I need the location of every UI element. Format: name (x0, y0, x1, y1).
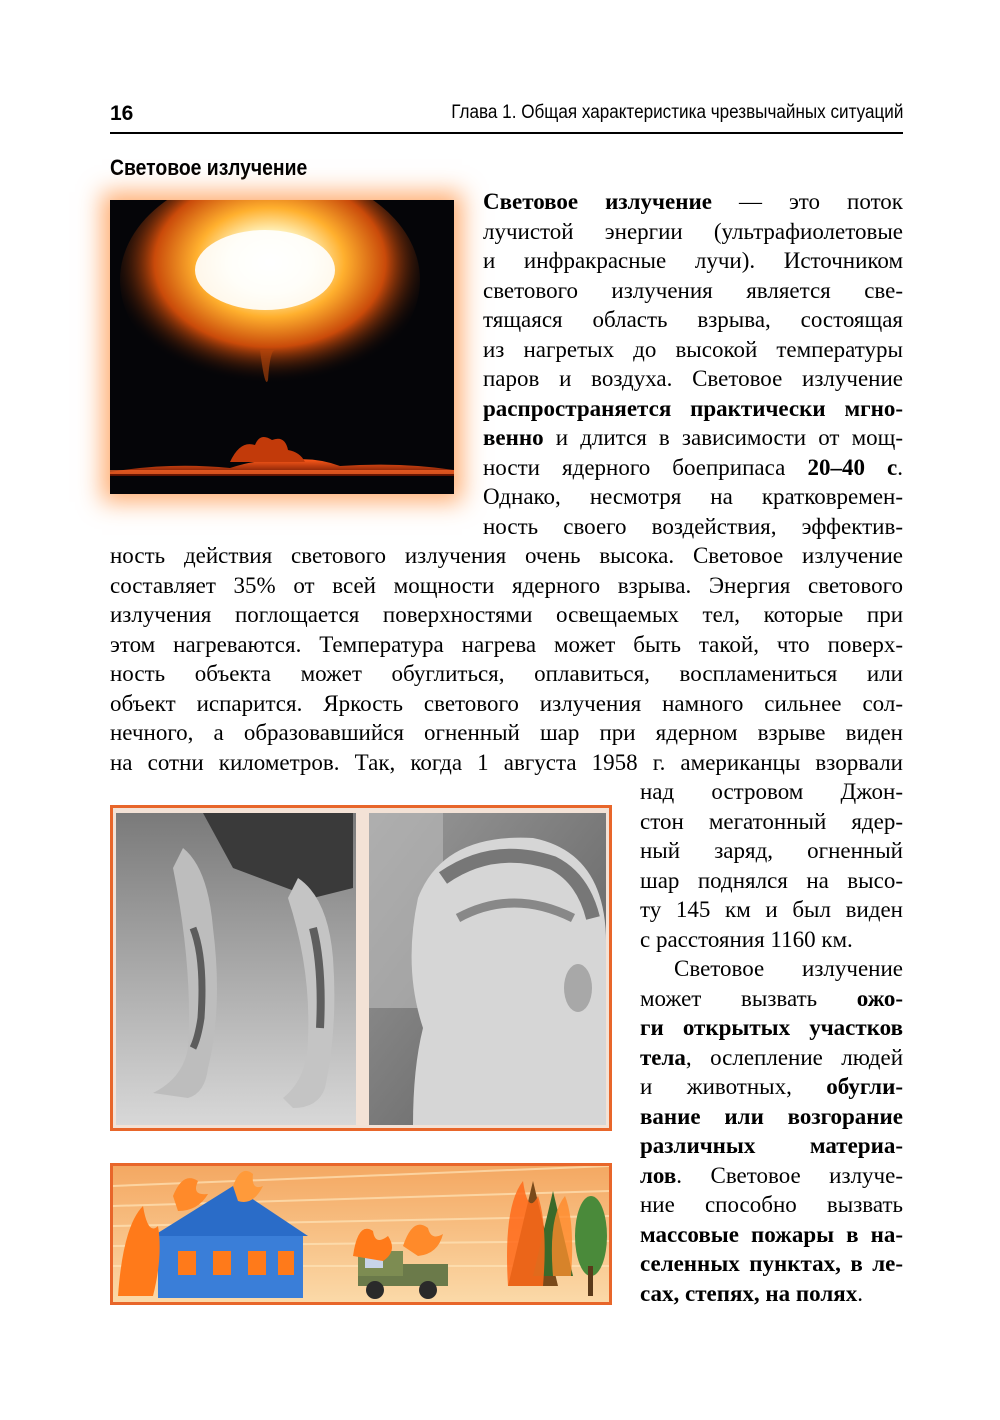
text-line: и животных, обугли- (640, 1074, 903, 1099)
page-header (110, 100, 903, 134)
nuclear-explosion-photo (110, 200, 454, 494)
text-line: ность объекта может обуглиться, оплавиться, воспламениться или (110, 661, 903, 686)
text-line: Световое излучение (674, 956, 903, 981)
text-line: светового излучения является све- (483, 277, 903, 303)
running-title: Глава 1. Общая характеристика чрезвычайных ситуаций (450, 102, 903, 123)
text-line: и инфракрасные лучи). Источником (483, 248, 903, 273)
text-line: ный заряд, огненный (640, 838, 903, 863)
text-line: составляет 35% от всей мощности ядерного взрыва. Энергия светового (110, 572, 903, 598)
text-line: тящаяся область взрыва, состоящая (483, 307, 903, 332)
text-line: Однако, несмотря на кратковремен- (483, 484, 903, 509)
text-line: венно и длится в зависимости от мощ- (483, 425, 903, 450)
text-line: стон мегатонный ядер- (640, 808, 903, 834)
text-line: массовые пожары в на- (640, 1221, 903, 1247)
text-line: ность действия светового излучения очень высока. Световое излучение (110, 543, 903, 568)
text-line: с расстояния 1160 км. (640, 926, 853, 952)
fire-illustration-frame (110, 1163, 612, 1305)
text-line: ги открытых участков (640, 1015, 903, 1040)
text-line: вание или возгорание (640, 1103, 903, 1129)
text-line: ность своего воздействия, эффектив- (483, 513, 903, 539)
text-line: из нагретых до высокой температуры (483, 336, 903, 362)
text-line: сах, степях, на полях. (640, 1280, 863, 1306)
section-title: Световое излучение (110, 155, 308, 180)
text-line: шар поднялся на высо- (640, 867, 903, 893)
text-line: лов. Световое излуче- (640, 1162, 903, 1188)
text-line: лучистой энергии (ультрафиолетовые (483, 218, 903, 244)
text-line: распространяется практически мгно- (483, 395, 903, 421)
text-line: различных материа- (640, 1133, 903, 1158)
text-line: этом нагреваются. Температура нагрева может быть такой, что поверх- (110, 631, 903, 657)
text-line: объект испарится. Яркость светового излучения намного сильнее сол- (110, 690, 903, 716)
burns-photo-frame (110, 805, 612, 1131)
text-line: селенных пунктах, в ле- (640, 1251, 903, 1276)
text-line: излучения поглощается поверхностями освещаемых тел, которые при (110, 602, 903, 627)
text-line: на сотни километров. Так, когда 1 августа 1958 г. американцы взорвали (110, 749, 903, 775)
head-burns-photo (369, 813, 606, 1125)
legs-burns-photo (116, 813, 356, 1125)
text-line: ту 145 км и был виден (640, 897, 903, 922)
text-line: ности ядерного боеприпаса 20–40 с. (483, 454, 903, 480)
text-line: над островом Джон- (640, 779, 903, 804)
text-line: нечного, а образовавшийся огненный шар при ядерном взрыве виден (110, 720, 903, 745)
text-line: может вызвать ожо- (640, 985, 903, 1011)
text-line: паров и воздуха. Световое излучение (483, 366, 903, 391)
text-line: тела, ослепление людей (640, 1044, 903, 1070)
text-line: Световое излучение — это поток (483, 189, 903, 214)
text-line: ние способно вызвать (640, 1192, 903, 1217)
page-number: 16 (110, 102, 134, 125)
